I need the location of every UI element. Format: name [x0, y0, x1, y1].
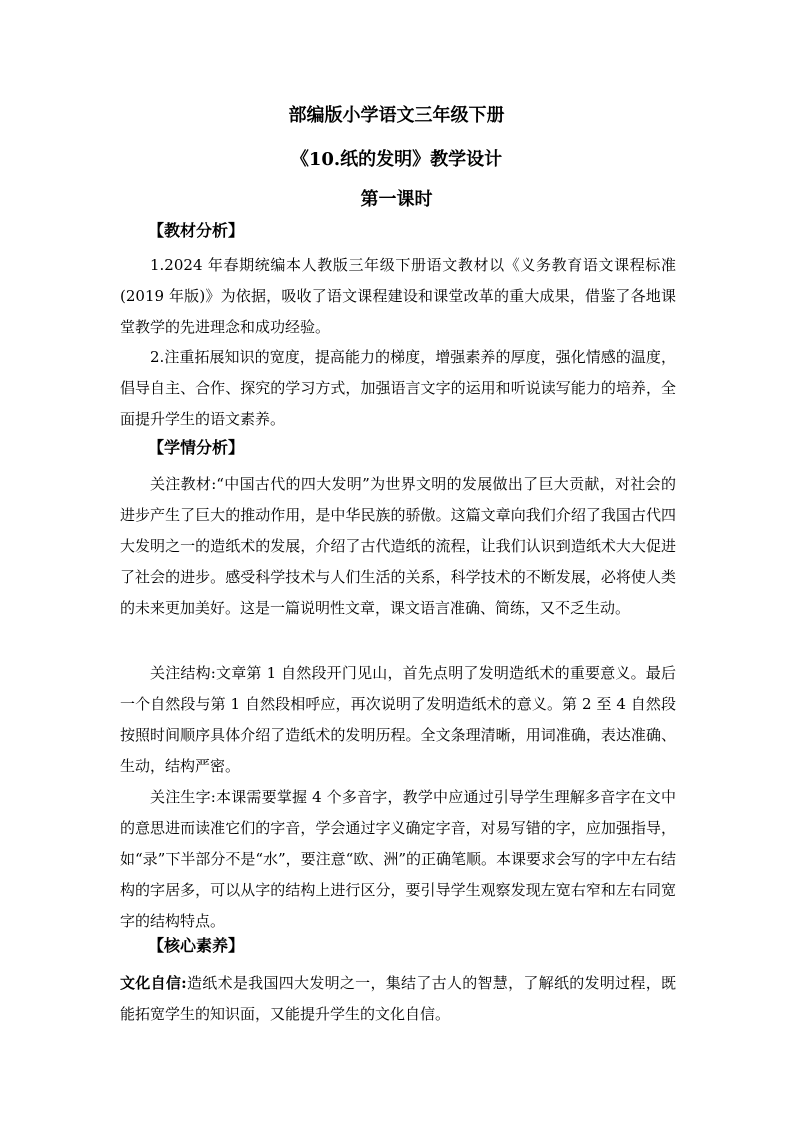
core-literacy-heading: 【核心素养】	[148, 936, 245, 955]
student-analysis-heading: 【学情分析】	[148, 438, 245, 457]
student-analysis-paragraph-structure: 关注结构:文章第 1 自然段开门见山，首先点明了发明造纸术的重要意义。最后一个自然段与第 1 自然段相呼应，再次说明了发明造纸术的意义。第 2 至 4 自然段按照时间顺序具体介绍了造纸术的发明历程。全文条理清晰，用词准确，表达准确、生动，结构严密。	[120, 664, 676, 775]
student-analysis-paragraph-textbook: 关注教材:“中国古代的四大发明”为世界文明的发展做出了巨大贡献，对社会的进步产生了巨大的推动作用，是中华民族的骄傲。这篇文章向我们介绍了我国古代四大发明之一的造纸术的发展，介绍了古代造纸的流程，让我们认识到造纸术大大促进了社会的进步。感受科学技术与人们生活的关系，科学技术的不断发展，必将使人类的未来更加美好。这是一篇说明性文章，课文语言准确、简练，又不乏生动。	[120, 475, 676, 617]
lesson-title: 《10.纸的发明》教学设计	[290, 149, 503, 170]
textbook-analysis-paragraph-1: 1.2024 年春期统编本人教版三年级下册语文教材以《义务教育语文课程标准(2019 年版)》为依据，吸收了语文课程建设和课堂改革的重大成果，借鉴了各地课堂教学的先进理念和成功经验。	[120, 256, 676, 336]
student-analysis-paragraph-characters: 关注生字:本课需要掌握 4 个多音字，教学中应通过引导学生理解多音字在文中的意思进而读准它们的字音，学会通过字义确定字音，对易写错的字，应加强指导，如“录”下半部分不是“水”，要注意“欧、洲”的正确笔顺。本课要求会写的字中左右结构的字居多，可以从字的结构上进行区分，要引导学生观察发现左宽右窄和左右同宽字的结构特点。	[120, 788, 677, 930]
textbook-analysis-paragraph-2: 2.注重拓展知识的宽度，提高能力的梯度，增强素养的厚度，强化情感的温度，倡导自主、合作、探究的学习方式，加强语言文字的运用和听说读写能力的培养，全面提升学生的语文素养。	[120, 348, 676, 428]
core-literacy-item-label: 文化自信:	[120, 974, 187, 992]
core-literacy-item-cultural-confidence	[120, 968, 676, 1030]
textbook-analysis-heading: 【教材分析】	[148, 221, 245, 240]
core-literacy-item-text: 造纸术是我国四大发明之一，集结了古人的智慧，了解纸的发明过程，既能拓宽学生的知识面，又能提升学生的文化自信。	[120, 974, 676, 1023]
period-title: 第一课时	[360, 189, 433, 210]
document-title: 部编版小学语文三年级下册	[288, 105, 505, 126]
